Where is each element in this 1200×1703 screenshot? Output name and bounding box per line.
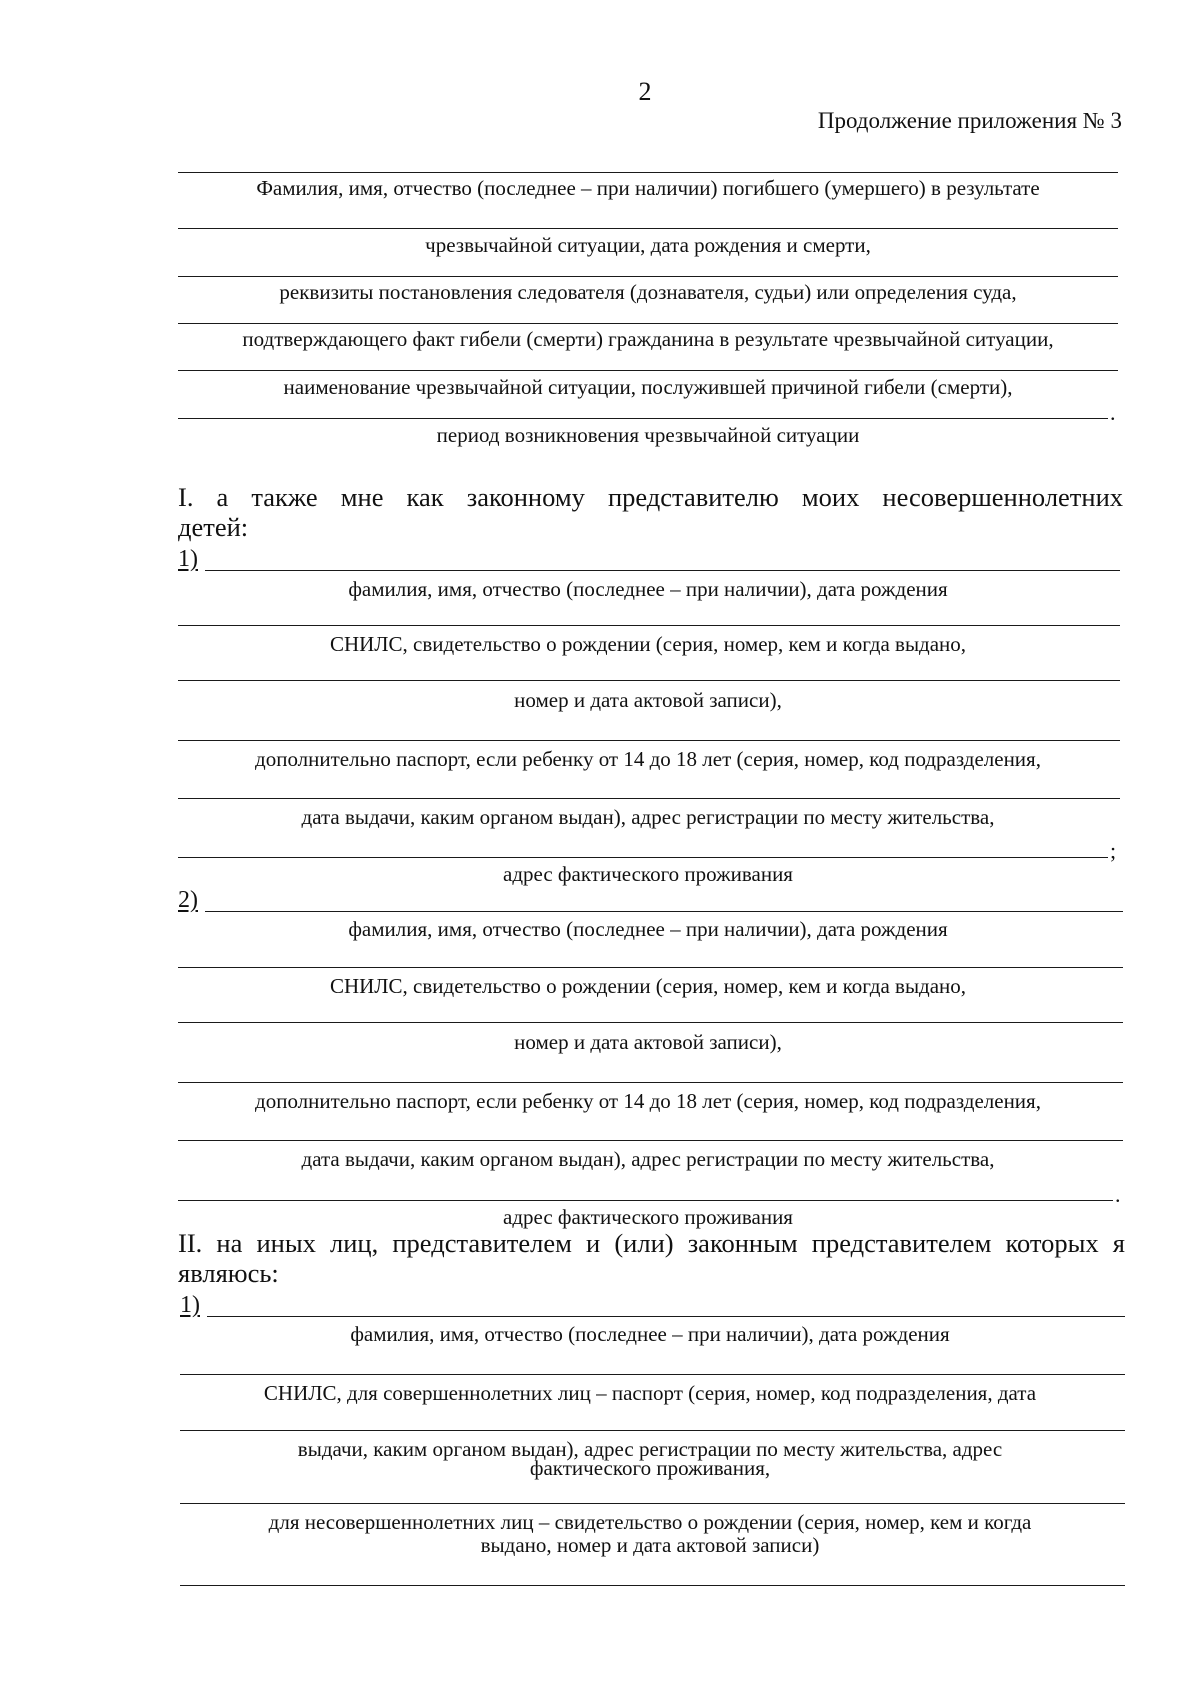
- person-1-number: 1): [180, 1292, 200, 1318]
- field-line-child-1-name[interactable]: [205, 570, 1120, 571]
- caption-emergency-period: период возникновения чрезвычайной ситуации: [436, 423, 860, 447]
- page-number: 2: [638, 77, 652, 106]
- field-line-child-2-address[interactable]: [178, 1200, 1113, 1201]
- caption-child-1-registration: дата выдачи, каким органом выдан), адрес регистрации по месту жительства,: [301, 805, 995, 829]
- field-line-person-1-birth-certificate[interactable]: [180, 1503, 1125, 1504]
- caption-child-1-act-record: номер и дата актовой записи),: [514, 688, 782, 712]
- caption-child-2-address: адрес фактического проживания: [503, 1205, 793, 1229]
- caption-child-2-snils: СНИЛС, свидетельство о рождении (серия, номер, кем и когда выдано,: [329, 974, 967, 998]
- field-line-death-confirmation[interactable]: [178, 323, 1118, 324]
- field-line-child-1-address[interactable]: [178, 857, 1108, 858]
- field-line-person-1-name[interactable]: [207, 1316, 1125, 1317]
- field-line-emergency-name[interactable]: [178, 370, 1118, 371]
- caption-death-confirmation: подтверждающего факт гибели (смерти) гражданина в результате чрезвычайной ситуации,: [242, 327, 1054, 351]
- caption-person-1-registration: выдачи, каким органом выдан), адрес регистрации по месту жительства, адрес: [297, 1437, 1003, 1461]
- caption-child-2-act-record: номер и дата актовой записи),: [514, 1030, 782, 1054]
- end-mark: ;: [1110, 838, 1117, 863]
- caption-person-1-birth-certificate: для несовершеннолетних лиц – свидетельство о рождении (серия, номер, кем и когда: [268, 1510, 1032, 1534]
- child-2-number: 2): [178, 887, 198, 913]
- end-mark: .: [1110, 400, 1116, 425]
- caption-child-1-address: адрес фактического проживания: [503, 862, 793, 886]
- caption-child-1-passport: дополнительно паспорт, если ребенку от 14 до 18 лет (серия, номер, код подразделения,: [255, 747, 1041, 771]
- caption-child-1-name: фамилия, имя, отчество (последнее – при наличии), дата рождения: [348, 577, 948, 601]
- caption-person-1-registration-cont: фактического проживания,: [529, 1456, 771, 1480]
- caption-child-1-snils: СНИЛС, свидетельство о рождении (серия, номер, кем и когда выдано,: [329, 632, 967, 656]
- section-2-heading: II. на иных лиц, представителем и (или) законным представителем которых я: [178, 1228, 1125, 1258]
- caption-deceased-name: Фамилия, имя, отчество (последнее – при наличии) погибшего (умершего) в результате: [256, 176, 1040, 200]
- section-1-heading-cont: детей:: [178, 512, 249, 542]
- field-line-deceased-dates[interactable]: [178, 228, 1118, 229]
- continuation-note: Продолжение приложения № 3: [817, 108, 1122, 133]
- field-line-person-1-passport[interactable]: [180, 1374, 1125, 1375]
- caption-child-2-registration: дата выдачи, каким органом выдан), адрес регистрации по месту жительства,: [301, 1147, 995, 1171]
- section-1-heading: I. а также мне как законному представителю моих несовершеннолетних: [178, 482, 1123, 512]
- field-line-child-2-registration[interactable]: [178, 1140, 1123, 1141]
- field-line-child-2-name[interactable]: [205, 911, 1123, 912]
- field-line-child-2-snils[interactable]: [178, 967, 1123, 968]
- section-2-heading-cont: являюсь:: [178, 1258, 279, 1288]
- caption-deceased-dates: чрезвычайной ситуации, дата рождения и смерти,: [425, 233, 871, 257]
- caption-person-1-passport: СНИЛС, для совершеннолетних лиц – паспорт (серия, номер, код подразделения, дата: [263, 1381, 1037, 1405]
- field-line-person-1-extra[interactable]: [180, 1585, 1125, 1586]
- end-mark: .: [1115, 1182, 1121, 1207]
- field-line-child-1-act-record[interactable]: [178, 680, 1120, 681]
- field-line-child-2-passport[interactable]: [178, 1082, 1123, 1083]
- field-line-person-1-registration[interactable]: [180, 1430, 1125, 1431]
- caption-child-2-name: фамилия, имя, отчество (последнее – при наличии), дата рождения: [348, 917, 948, 941]
- child-1-number: 1): [178, 546, 198, 572]
- field-line-child-1-passport[interactable]: [178, 740, 1120, 741]
- field-line-child-1-snils[interactable]: [178, 625, 1120, 626]
- caption-child-2-passport: дополнительно паспорт, если ребенку от 14 до 18 лет (серия, номер, код подразделения,: [255, 1089, 1041, 1113]
- field-line-child-1-registration[interactable]: [178, 798, 1120, 799]
- field-line-deceased-name[interactable]: [178, 172, 1118, 173]
- field-line-child-2-act-record[interactable]: [178, 1022, 1123, 1023]
- caption-person-1-name: фамилия, имя, отчество (последнее – при наличии), дата рождения: [350, 1322, 950, 1346]
- caption-court-decision: реквизиты постановления следователя (дознавателя, судьи) или определения суда,: [279, 280, 1017, 304]
- field-line-emergency-period[interactable]: [178, 418, 1108, 419]
- field-line-court-decision[interactable]: [178, 276, 1118, 277]
- caption-emergency-name: наименование чрезвычайной ситуации, послужившей причиной гибели (смерти),: [283, 375, 1013, 399]
- caption-person-1-birth-certificate-cont: выдано, номер и дата актовой записи): [480, 1533, 820, 1557]
